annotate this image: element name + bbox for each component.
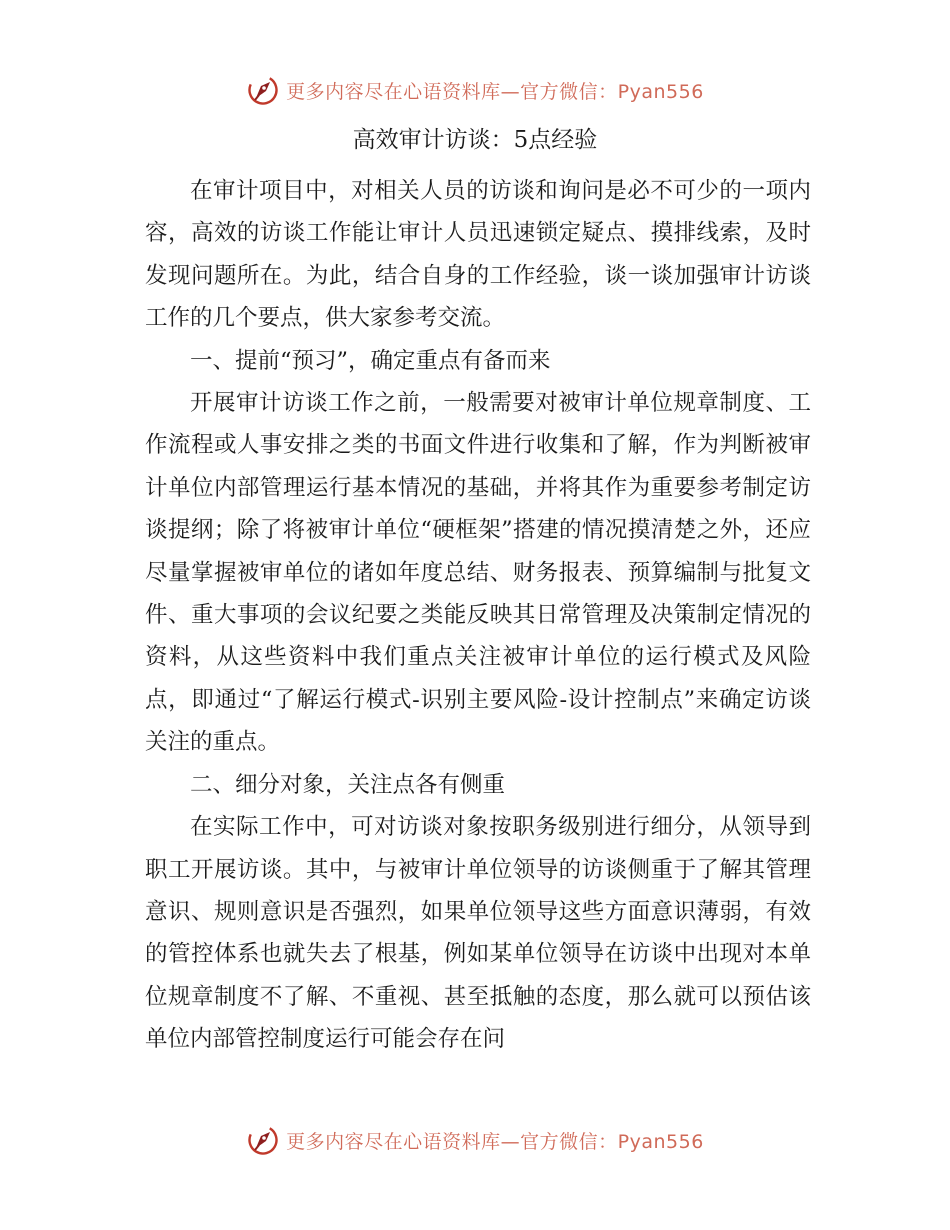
header-banner bbox=[0, 70, 950, 110]
section-1-paragraph: 开展审计访谈工作之前，一般需要对被审计单位规章制度、工作流程或人事安排之类的书面文件进行收集和了解，作为判断被审计单位内部管理运行基本情况的基础，并将其作为重要参考制定访谈提纲；除了将被审计单位“硬框架”搭建的情况摸清楚之外，还应尽量掌握被审单位的诸如年度总结、财务报表、预算编制与批复文件、重大事项的会议纪要之类能反映其日常管理及决策制定情况的资料，从这些资料中我们重点关注被审计单位的运行模式及风险点，即通过“了解运行模式-识别主要风险-设计控制点”来确定访谈关注的重点。 bbox=[145, 390, 811, 756]
pen-nib-logo-icon bbox=[246, 1123, 280, 1157]
section-2-heading: 二、细分对象，关注点各有侧重 bbox=[190, 771, 506, 798]
section-1-heading: 一、提前“预习”，确定重点有备而来 bbox=[190, 347, 551, 374]
intro-paragraph: 在审计项目中，对相关人员的访谈和询问是必不可少的一项内容，高效的访谈工作能让审计人员迅速锁定疑点、摸排线索，及时发现问题所在。为此，结合自身的工作经验，谈一谈加强审计访谈工作的几个要点，供大家参考交流。 bbox=[145, 178, 811, 332]
footer-banner-text: 更多内容尽在心语资料库—官方微信：Pyan556 bbox=[286, 1130, 704, 1153]
footer-banner bbox=[0, 1120, 950, 1160]
pen-nib-logo-icon bbox=[246, 73, 280, 107]
document-title: 高效审计访谈：5点经验 bbox=[352, 127, 598, 153]
section-2-paragraph: 在实际工作中，可对访谈对象按职务级别进行细分，从领导到职工开展访谈。其中，与被审计单位领导的访谈侧重于了解其管理意识、规则意识是否强烈，如果单位领导这些方面意识薄弱，有效的管控体系也就失去了根基，例如某单位领导在访谈中出现对本单位规章制度不了解、不重视、甚至抵触的态度，那么就可以预估该单位内部管控制度运行可能会存在问 bbox=[145, 814, 811, 1053]
document-body bbox=[145, 170, 811, 1061]
header-banner-text: 更多内容尽在心语资料库—官方微信：Pyan556 bbox=[286, 80, 704, 103]
